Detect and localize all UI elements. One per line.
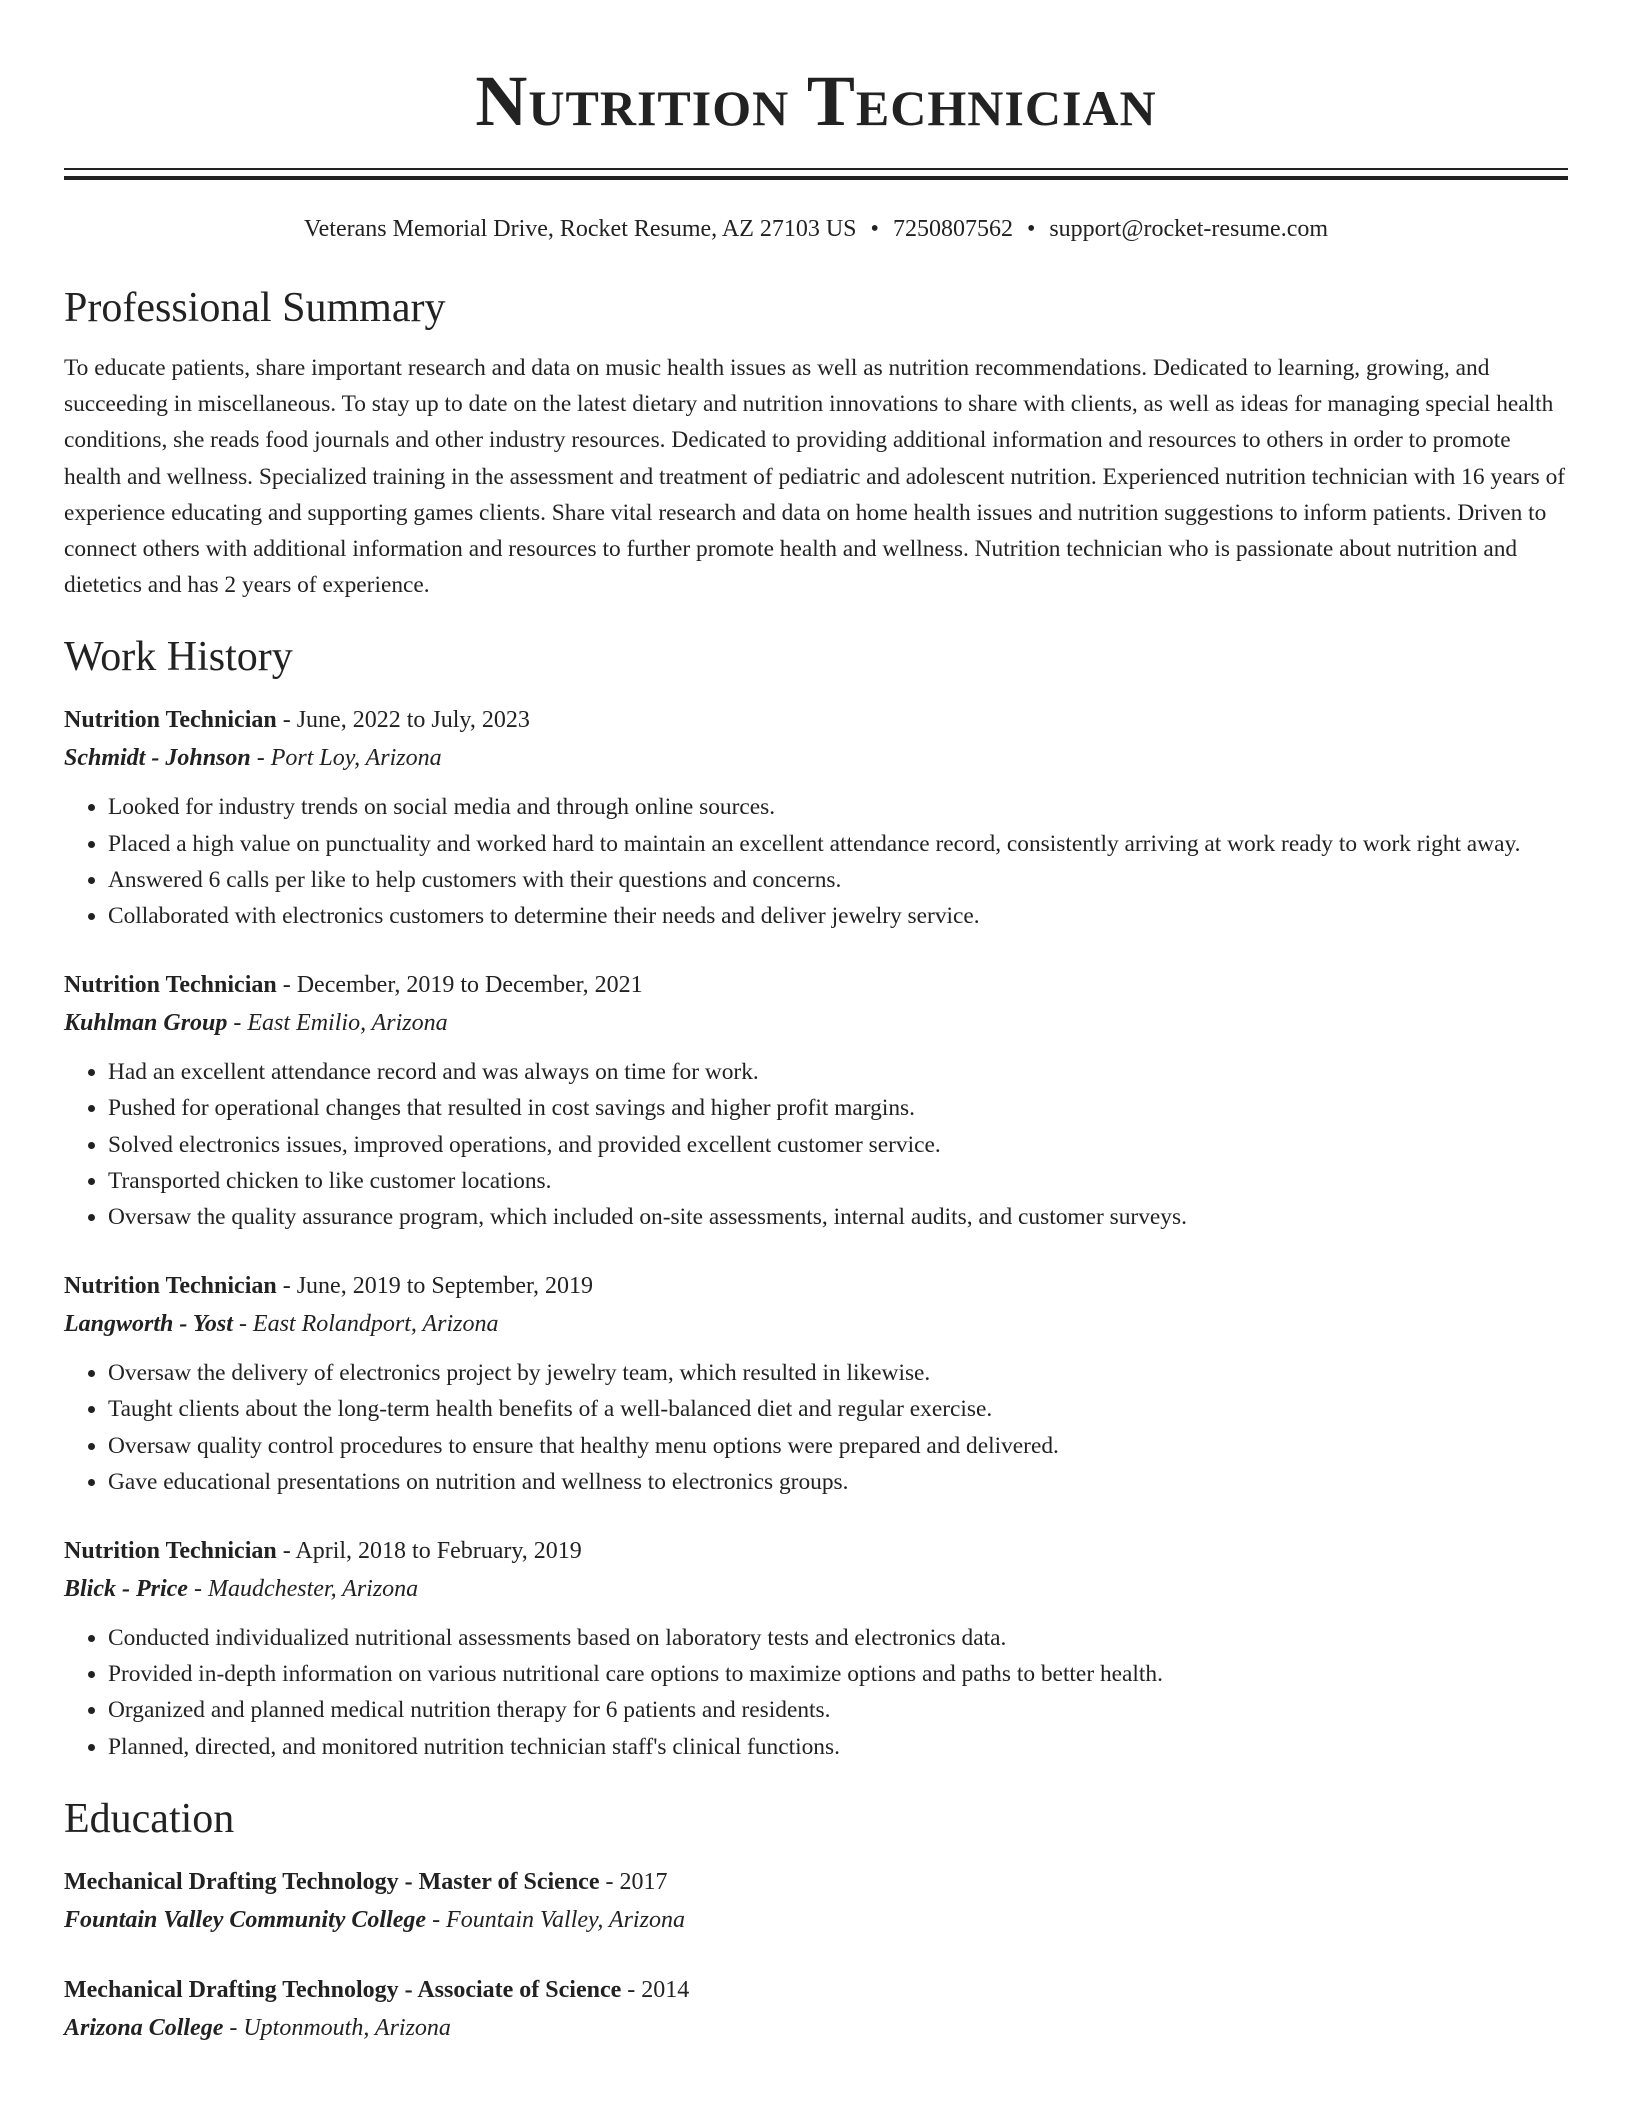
contact-line [64, 214, 1568, 244]
job-company-line [64, 1004, 1568, 1042]
job-bullet: • Provided in-depth information on various nutritional care options to maximize options and paths to better health. [108, 1656, 1568, 1692]
job-entry [64, 1267, 1568, 1500]
job-bullet: • Collaborated with electronics customers to determine their needs and deliver jewelry service. [108, 898, 1568, 934]
job-bullet: • Solved electronics issues, improved operations, and provided excellent customer service. [108, 1127, 1568, 1163]
job-bullet: • Transported chicken to like customer locations. [108, 1163, 1568, 1199]
education-heading-line [64, 1863, 1568, 1901]
education-year: - 2017 [599, 1868, 668, 1895]
education-location: - Fountain Valley, Arizona [426, 1906, 685, 1933]
job-bullet: • Organized and planned medical nutrition therapy for 6 patients and residents. [108, 1692, 1568, 1728]
job-company: Schmidt - Johnson [64, 745, 251, 772]
job-location: - East Emilio, Arizona [227, 1010, 448, 1037]
education-location: - Uptonmouth, Arizona [223, 2014, 451, 2041]
job-heading [64, 701, 1568, 739]
work-history-heading: Work History [64, 634, 293, 681]
job-dates: - December, 2019 to December, 2021 [276, 972, 643, 999]
job-bullets [64, 1620, 1568, 1765]
job-heading [64, 1267, 1568, 1305]
job-role: Nutrition Technician [64, 1538, 277, 1565]
job-entry [64, 966, 1568, 1235]
education-entry [64, 1863, 1568, 1939]
job-bullet: • Looked for industry trends on social media and through online sources. [108, 789, 1568, 825]
job-bullet: • Oversaw quality control procedures to ensure that healthy menu options were prepared and delivered. [108, 1428, 1568, 1464]
job-company: Kuhlman Group [64, 1010, 228, 1037]
job-entry [64, 1532, 1568, 1765]
job-bullets [64, 789, 1568, 934]
job-bullet: • Answered 6 calls per like to help customers with their questions and concerns. [108, 862, 1568, 898]
contact-email: support@rocket-resume.com [1049, 216, 1329, 242]
contact-separator: • [1026, 216, 1036, 242]
education-degree: Mechanical Drafting Technology - Master of Science [64, 1868, 600, 1895]
contact-address: Veterans Memorial Drive, Rocket Resume, AZ 27103 US [303, 216, 857, 242]
education-school: Arizona College [64, 2014, 224, 2041]
summary-heading: Professional Summary [64, 285, 446, 331]
job-bullet: • Oversaw the delivery of electronics project by jewelry team, which resulted in likewise. [108, 1355, 1568, 1391]
summary-text: To educate patients, share important research and data on music health issues as well as nutrition recommendations. Dedicated to learning, growing, and succeeding in miscellaneous. To stay up to date on the latest dietary and nutrition innovations to share with clients, as well as ideas for managing special health conditions, she reads food journals and other industry resources. Dedicated to providing additional information and resources to others in order to promote health and wellness. Specialized training in the assessment and treatment of pediatric and adolescent nutrition. Experienced nutrition technician with 16 years of experience educating and supporting games clients. Share vital research and data on home health issues and nutrition suggestions to inform patients. Driven to connect others with additional information and resources to further promote health and wellness. Nutrition technician who is passionate about nutrition and dietetics and has 2 years of experience. [64, 355, 1566, 599]
job-bullets [64, 1054, 1568, 1235]
job-location: - Maudchester, Arizona [187, 1576, 419, 1603]
job-company: Blick - Price [64, 1576, 188, 1603]
job-bullet: • Oversaw the quality assurance program, which included on-site assessments, internal audits, and customer surveys. [108, 1199, 1568, 1235]
job-company-line [64, 739, 1568, 777]
job-dates: - April, 2018 to February, 2019 [276, 1538, 582, 1565]
job-heading [64, 966, 1568, 1004]
contact-separator: • [870, 216, 879, 242]
education-school-line [64, 1901, 1568, 1939]
job-location: - East Rolandport, Arizona [232, 1311, 499, 1338]
job-location: - Port Loy, Arizona [250, 745, 442, 772]
job-bullet: • Placed a high value on punctuality and worked hard to maintain an excellent attendance record, consistently arriving at work ready to work right away. [108, 826, 1568, 862]
job-bullet: • Pushed for operational changes that resulted in cost savings and higher profit margins. [108, 1090, 1568, 1126]
job-role: Nutrition Technician [64, 707, 277, 734]
education-entry [64, 1971, 1568, 2047]
job-heading [64, 1532, 1568, 1570]
header-divider [64, 168, 1568, 180]
job-dates: - June, 2022 to July, 2023 [276, 707, 530, 734]
education-year: - 2014 [621, 1976, 690, 2003]
job-role: Nutrition Technician [64, 972, 277, 999]
education-degree: Mechanical Drafting Technology - Associate of Science [64, 1976, 622, 2003]
job-dates: - June, 2019 to September, 2019 [276, 1273, 594, 1300]
education-school: Fountain Valley Community College [64, 1906, 427, 1933]
job-company: Langworth - Yost [64, 1311, 233, 1338]
job-bullet: • Planned, directed, and monitored nutrition technician staff's clinical functions. [108, 1729, 1568, 1765]
contact-phone: 7250807562 [892, 216, 1013, 242]
education-school-line [64, 2009, 1568, 2047]
job-bullets [64, 1355, 1568, 1500]
job-role: Nutrition Technician [64, 1273, 277, 1300]
job-company-line [64, 1570, 1568, 1608]
education-heading: Education [64, 1795, 235, 1842]
job-entry [64, 701, 1568, 934]
education-heading-line [64, 1971, 1568, 2009]
job-bullet: • Conducted individualized nutritional assessments based on laboratory tests and electronics data. [108, 1620, 1568, 1656]
resume-name: Nutrition Technician [475, 61, 1157, 141]
job-bullet: • Taught clients about the long-term health benefits of a well-balanced diet and regular exercise. [108, 1391, 1568, 1427]
job-bullet: • Gave educational presentations on nutrition and wellness to electronics groups. [108, 1464, 1568, 1500]
job-company-line [64, 1305, 1568, 1343]
job-bullet: • Had an excellent attendance record and was always on time for work. [108, 1054, 1568, 1090]
